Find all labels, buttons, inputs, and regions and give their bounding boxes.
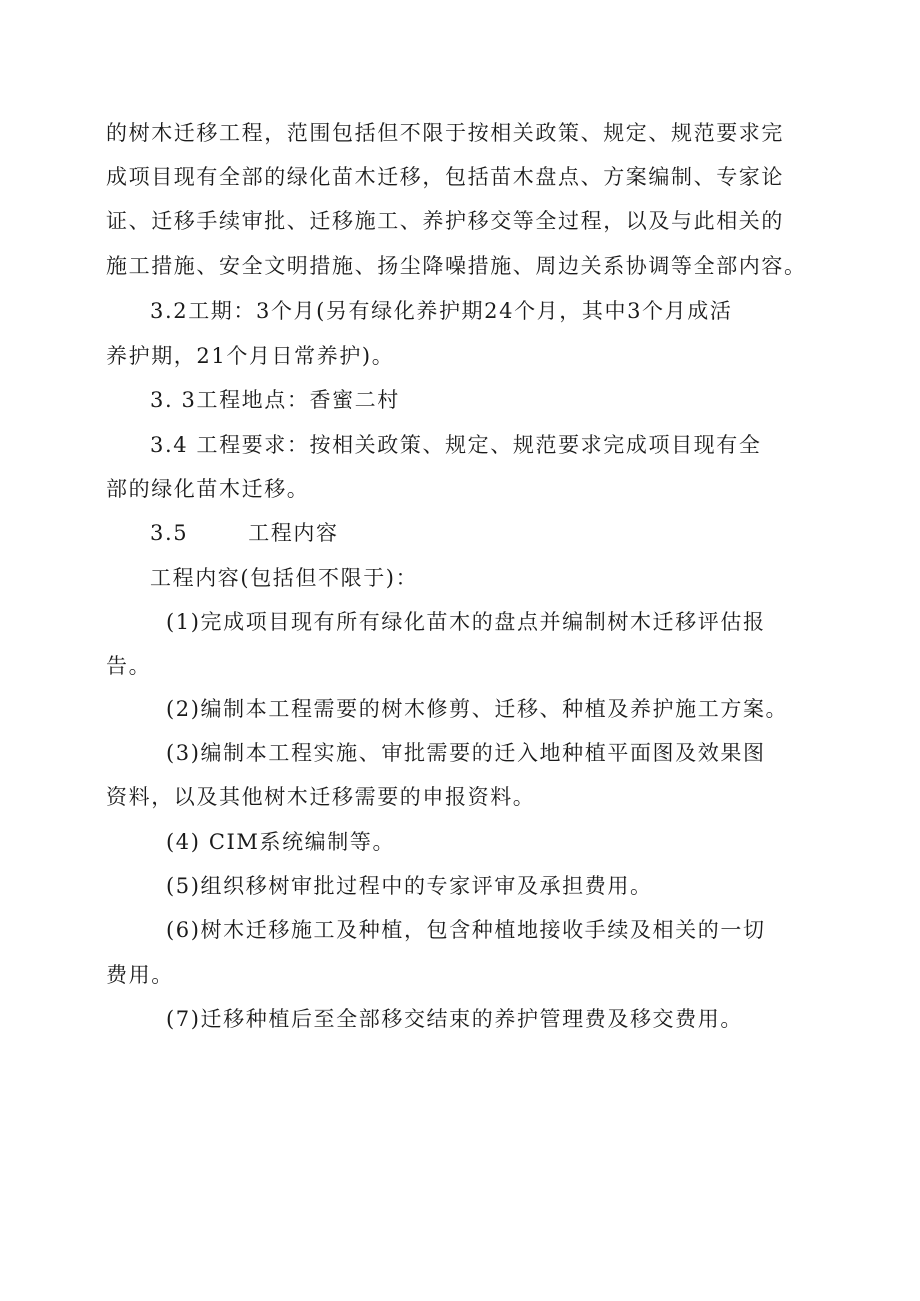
content-item-1-line-2: 告。 xyxy=(106,654,152,678)
content-item-2-line-1: (2)编制本工程需要的树木修剪、迁移、种植及养护施工方案。 xyxy=(166,697,789,721)
content-item-6-line-2: 费用。 xyxy=(106,963,174,987)
scope-line-3: 证、迁移手续审批、迁移施工、养护移交等全过程，以及与此相关的 xyxy=(106,209,784,233)
content-intro: 工程内容(包括但不限于)： xyxy=(150,566,419,590)
content-item-5-line-1: (5)组织移树审批过程中的专家评审及承担费用。 xyxy=(166,874,653,898)
section-title: 工程内容 xyxy=(248,521,339,545)
location-line: 3. 3工程地点：香蜜二村 xyxy=(150,388,400,412)
content-item-6-line-1: (6)树木迁移施工及种植，包含种植地接收手续及相关的一切 xyxy=(166,918,766,942)
content-item-3-line-1: (3)编制本工程实施、审批需要的迁入地种植平面图及效果图 xyxy=(166,741,766,765)
content-item-3-line-2: 资料，以及其他树木迁移需要的申报资料。 xyxy=(106,785,536,809)
requirements-line-1: 3.4 工程要求：按相关政策、规定、规范要求完成项目现有全 xyxy=(150,433,762,457)
scope-line-1: 的树木迁移工程，范围包括但不限于按相关政策、规定、规范要求完 xyxy=(106,121,784,145)
content-item-4-line-1: (4) CIM系统编制等。 xyxy=(166,830,396,854)
section-number: 3.5 xyxy=(150,521,189,545)
content-item-1-line-1: (1)完成项目现有所有绿化苗木的盘点并编制树木迁移评估报 xyxy=(166,610,766,634)
duration-line-1: 3.2工期：3个月(另有绿化养护期24个月，其中3个月成活 xyxy=(150,299,733,323)
requirements-line-2: 部的绿化苗木迁移。 xyxy=(106,477,310,501)
scope-line-4: 施工措施、安全文明措施、扬尘降噪措施、周边关系协调等全部内容。 xyxy=(106,254,807,278)
content-item-7-line-1: (7)迁移种植后至全部移交结束的养护管理费及移交费用。 xyxy=(166,1007,743,1031)
duration-line-2: 养护期，21个月日常养护)。 xyxy=(106,344,395,368)
scope-line-2: 成项目现有全部的绿化苗木迁移，包括苗木盘点、方案编制、专家论 xyxy=(106,165,784,189)
section-heading xyxy=(150,517,850,549)
